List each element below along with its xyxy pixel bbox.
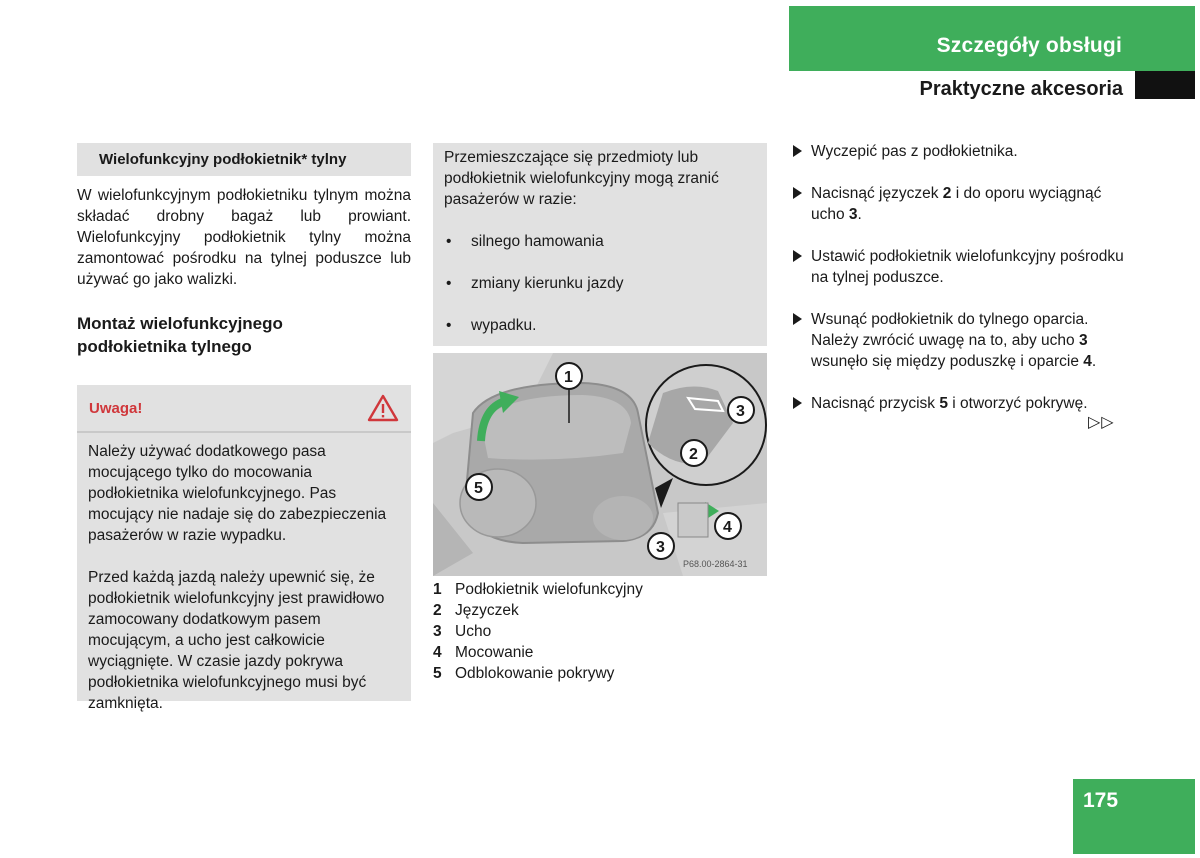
legend-row: 2 Języczek (433, 602, 519, 619)
step-arrow-icon (793, 250, 802, 262)
svg-text:4: 4 (723, 519, 732, 536)
section-heading (77, 312, 411, 358)
page-number: 175 (1083, 789, 1119, 812)
step-arrow-icon (793, 187, 802, 199)
step-4: Wsunąć podłokietnik do tylnego oparcia. Należy zwrócić uwagę na to, aby ucho 3 wsunęło się między poduszkę i oparcie 4. (793, 309, 1128, 372)
section-header (789, 6, 1195, 71)
list-item: • wypadku. (444, 315, 756, 336)
svg-text:3: 3 (736, 403, 745, 420)
section-title: Szczegóły obsługi (936, 34, 1122, 57)
warning-triangle-icon (367, 394, 399, 422)
section-heading-line2: podłokietnika tylnego (77, 337, 252, 356)
section-heading-line1: Montaż wielofunkcyjnego (77, 314, 283, 333)
step-arrow-icon (793, 313, 802, 325)
hazard-intro: Przemieszczające się przedmioty lub podłokietnik wielofunkcyjny mogą zranić pasażerów w razie: (444, 149, 719, 208)
intro-paragraph: W wielofunkcyjnym podłokietniku tylnym można składać drobny bagaż lub prowiant. Wielofunkcyjny podłokietnik tylny można zamontować pośrodku na tylnej poduszce lub używać go jako walizki. (77, 187, 411, 288)
legend-row: 3 Ucho (433, 623, 492, 640)
armrest-illustration (433, 353, 767, 576)
step-1: Wyczepić pas z podłokietnika. (793, 141, 1128, 162)
warning-paragraph-1: Należy używać dodatkowego pasa mocującego tylko do mocowania podłokietnika wielofunkcyjnego. Pas mocujący nie nadaje się do zabezpieczenia pasażerów w razie wypadku. (88, 443, 387, 544)
continue-icon: ▷▷ (1088, 414, 1115, 431)
list-item: • silnego hamowania (444, 231, 756, 252)
warning-label: Uwaga! (89, 400, 143, 417)
svg-text:1: 1 (564, 369, 573, 386)
warning-paragraph-2: Przed każdą jazdą należy upewnić się, że podłokietnik wielofunkcyjny jest prawidłowo zamocowany dodatkowym pasem mocującym, a ucho jest całkowicie wyciągnięte. W czasie jazdy pokrywa podłokietnika wielofunkcyjnego musi być zamknięta. (88, 569, 385, 712)
step-arrow-icon (793, 145, 802, 157)
figure-code: P68.00-2864-31 (683, 559, 748, 569)
box-title: Wielofunkcyjny podłokietnik* tylny (77, 143, 411, 176)
step-3: Ustawić podłokietnik wielofunkcyjny pośrodku na tylnej poduszce. (793, 246, 1128, 288)
step-arrow-icon (793, 397, 802, 409)
warning-body (77, 433, 411, 712)
list-item: • zmiany kierunku jazdy (444, 273, 756, 294)
step-2: Nacisnąć języczek 2 i do oporu wyciągnąć ucho 3. (793, 183, 1128, 225)
armrest-figure (433, 353, 767, 576)
legend-row: 4 Mocowanie (433, 644, 534, 661)
svg-text:5: 5 (474, 480, 483, 497)
hazard-box (433, 143, 767, 346)
legend-row: 5 Odblokowanie pokrywy (433, 665, 615, 682)
subsection-title: Praktyczne akcesoria (919, 78, 1123, 100)
warning-header (77, 385, 411, 431)
svg-text:2: 2 (689, 446, 698, 463)
figure-legend (433, 579, 767, 684)
step-5: Nacisnąć przycisk 5 i otworzyć pokrywę. (793, 393, 1128, 414)
legend-row: 1 Podłokietnik wielofunkcyjny (433, 581, 643, 598)
page-number-tab (1073, 779, 1195, 854)
svg-text:3: 3 (656, 539, 665, 556)
instruction-steps (793, 141, 1128, 435)
header-marker (1135, 71, 1195, 99)
hazard-list (444, 231, 756, 336)
